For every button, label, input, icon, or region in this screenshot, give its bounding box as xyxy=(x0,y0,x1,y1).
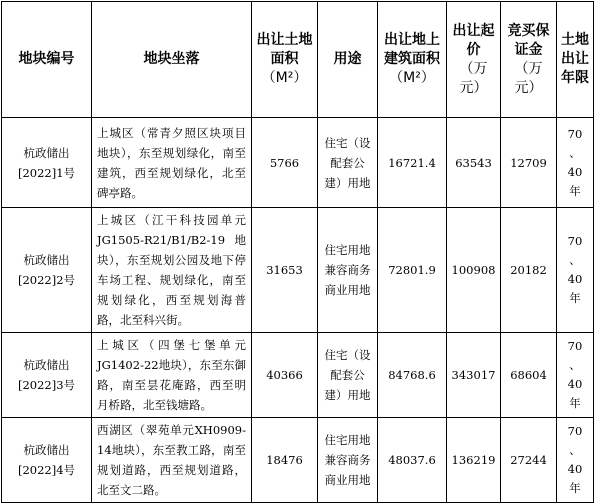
parcel-no-cell: 杭政储出[2022]3号 xyxy=(2,333,92,418)
start-price-cell: 100908 xyxy=(447,208,501,333)
header-deposit: 竞买保证金 （万元） xyxy=(501,2,557,118)
header-deposit-unit: （万元） xyxy=(514,60,543,96)
header-start-price-unit: （万元） xyxy=(459,60,488,96)
deposit-cell: 68604 xyxy=(501,333,557,418)
table-row xyxy=(2,208,594,333)
term-cell: 70 、 40 年 xyxy=(557,118,594,208)
building-area-cell: 16721.4 xyxy=(378,118,447,208)
land-area-cell: 31653 xyxy=(252,208,318,333)
header-start-price: 出让起价 （万元） xyxy=(447,2,501,118)
start-price-cell: 136219 xyxy=(447,418,501,503)
building-area-cell: 48037.6 xyxy=(378,418,447,503)
usage-cell: 住宅（设配套公建）用地 xyxy=(318,333,378,418)
header-building-area: 出让地上建筑面积 （M²） xyxy=(378,2,447,118)
usage-cell: 住宅用地兼容商务商业用地 xyxy=(318,208,378,333)
deposit-cell: 20182 xyxy=(501,208,557,333)
usage-cell: 住宅用地兼容商务商业用地 xyxy=(318,418,378,503)
location-cell: 上城区（江干科技园单元JG1505-R21/B1/B2-19 地块），东至规划公园及地下停车场工程、规划绿化，南至规划绿化，西至规划海普路，北至科兴街。 xyxy=(92,208,252,333)
header-usage: 用途 xyxy=(318,2,378,118)
term-cell: 70 、 40 年 xyxy=(557,333,594,418)
land-area-cell: 40366 xyxy=(252,333,318,418)
table-row xyxy=(2,333,594,418)
location-cell: 上城区（常青夕照区块项目地块），东至规划绿化，南至建筑，西至规划绿化，北至碑亭路。 xyxy=(92,118,252,208)
deposit-cell: 12709 xyxy=(501,118,557,208)
header-land-area-unit: （M²） xyxy=(261,70,308,86)
parcel-no-cell: 杭政储出[2022]1号 xyxy=(2,118,92,208)
header-location: 地块坐落 xyxy=(92,2,252,118)
land-parcel-table xyxy=(1,1,594,503)
land-area-cell: 5766 xyxy=(252,118,318,208)
location-cell: 西湖区（翠苑单元XH0909-14地块），东至教工路，南至规划道路，西至规划道路，北至文二路。 xyxy=(92,418,252,503)
header-term: 土地出让年限 xyxy=(557,2,594,118)
term-cell: 70 、 40 年 xyxy=(557,208,594,333)
building-area-cell: 84768.6 xyxy=(378,333,447,418)
land-area-cell: 18476 xyxy=(252,418,318,503)
table-row xyxy=(2,418,594,503)
parcel-no-cell: 杭政储出[2022]4号 xyxy=(2,418,92,503)
usage-cell: 住宅（设配套公建）用地 xyxy=(318,118,378,208)
start-price-cell: 63543 xyxy=(447,118,501,208)
header-row xyxy=(2,2,594,118)
header-parcel-no: 地块编号 xyxy=(2,2,92,118)
location-cell: 上城区（四堡七堡单元JG1402-22地块），东至东御路，南至昙花庵路，西至明月桥路，北至钱塘路。 xyxy=(92,333,252,418)
start-price-cell: 343017 xyxy=(447,333,501,418)
parcel-no-cell: 杭政储出[2022]2号 xyxy=(2,208,92,333)
deposit-cell: 27244 xyxy=(501,418,557,503)
header-building-area-unit: （M²） xyxy=(389,70,435,86)
table-row xyxy=(2,118,594,208)
header-land-area: 出让土地面积 （M²） xyxy=(252,2,318,118)
building-area-cell: 72801.9 xyxy=(378,208,447,333)
term-cell: 70 、 40 年 xyxy=(557,418,594,503)
